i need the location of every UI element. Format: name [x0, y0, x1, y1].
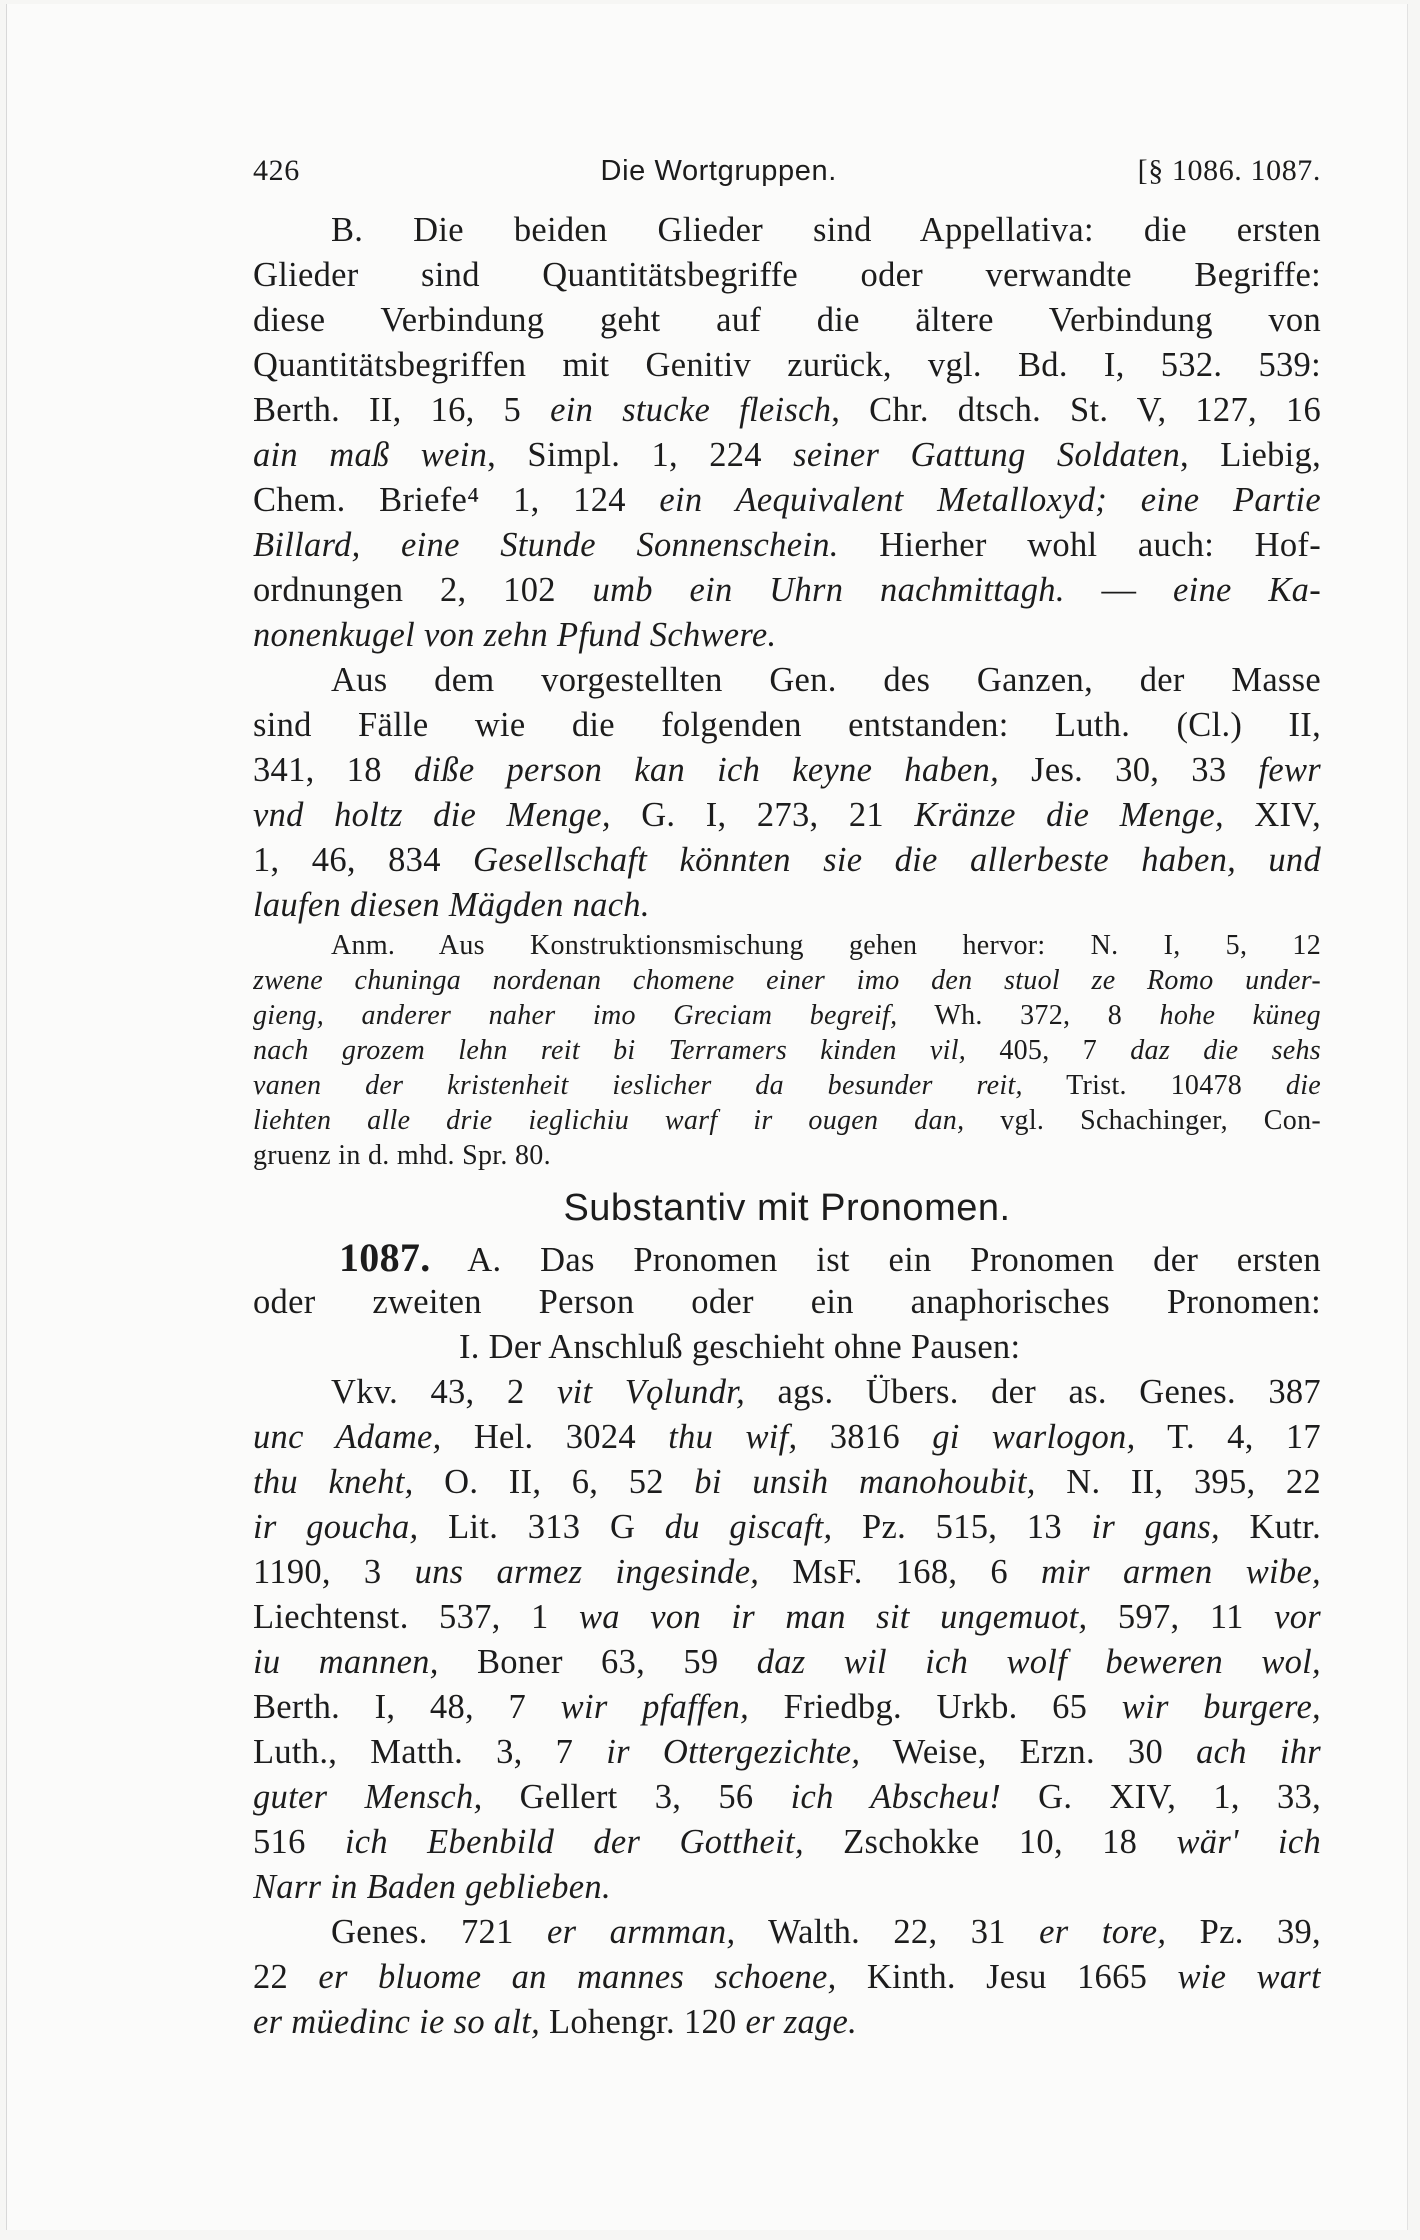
italic-quote: gieng, anderer naher imo Greciam begreif,: [253, 1000, 898, 1031]
italic-quote: Gesellschaft könnten sie die allerbeste haben, und: [473, 841, 1321, 879]
italic-quote: guter Mensch,: [253, 1778, 483, 1816]
text-line: gruenz in d. mhd. Spr. 80.: [253, 1140, 551, 1171]
italic-quote: vnd holtz die Menge,: [253, 796, 611, 834]
italic-quote: er müedinc ie so alt,: [253, 2003, 541, 2041]
italic-quote: ein stucke fleisch: [550, 391, 832, 429]
text-line: Chem. Briefe⁴ 1, 124 ein Aequivalent Metalloxyd; eine Partie: [253, 481, 1321, 519]
italic-quote: thu kneht,: [253, 1463, 414, 1501]
text-line: iu mannen, Boner 63, 59 daz wil ich wolf beweren wol,: [253, 1643, 1321, 1681]
italic-quote: umb ein Uhrn nachmittagh.: [592, 571, 1065, 609]
text-line: ain maß wein, Simpl. 1, 224 seiner Gattung Soldaten, Liebig,: [253, 436, 1321, 474]
text-line: 1, 46, 834 Gesellschaft könnten sie die allerbeste haben, und: [253, 841, 1321, 879]
text-line: diese Verbindung geht auf die ältere Verbindung von: [253, 301, 1321, 339]
italic-quote: ir goucha,: [253, 1508, 419, 1546]
italic-quote: wir burgere,: [1121, 1688, 1321, 1726]
italic-quote: ain maß wein: [253, 436, 488, 474]
italic-quote: uns armez ingesinde,: [414, 1553, 760, 1591]
italic-quote: vanen der kristenheit ieslicher da besunder reit,: [253, 1070, 1023, 1101]
running-header: [253, 154, 1321, 208]
section-heading: Substantiv mit Pronomen.: [563, 1187, 1011, 1229]
italic-quote: liehten alle drie ieglichiu warf ir ougen dan,: [253, 1105, 965, 1136]
text-line: nach grozem lehn reit bi Terramers kinden vil, 405, 7 daz die sehs: [253, 1035, 1321, 1066]
text-line: unc Adame, Hel. 3024 thu wif, 3816 gi warlogon, T. 4, 17: [253, 1418, 1321, 1456]
text-line: liehten alle drie ieglichiu warf ir ougen dan, vgl. Schachinger, Con-: [253, 1105, 1321, 1136]
italic-quote: ich Abscheu!: [790, 1778, 1001, 1816]
text-line: vanen der kristenheit ieslicher da besunder reit, Trist. 10478 die: [253, 1070, 1321, 1101]
italic-quote: unc Adame,: [253, 1418, 442, 1456]
italic-quote: fewr: [1258, 751, 1321, 789]
text-line: Quantitätsbegriffen mit Genitiv zurück, vgl. Bd. I, 532. 539:: [253, 346, 1321, 384]
italic-quote: Billard, eine Stunde Sonnenschein.: [253, 526, 839, 564]
italic-quote: nach grozem lehn reit bi Terramers kinden vil,: [253, 1035, 967, 1066]
text-line: [253, 613, 1321, 658]
text-line: 516 ich Ebenbild der Gottheit, Zschokke 10, 18 wär' ich: [253, 1823, 1321, 1861]
italic-quote: ach ihr: [1196, 1733, 1321, 1771]
italic-quote: wie wart: [1177, 1958, 1321, 1996]
italic-quote: Narr in Baden geblieben.: [253, 1868, 611, 1906]
text-line: 1190, 3 uns armez ingesinde, MsF. 168, 6 mir armen wibe,: [253, 1553, 1321, 1591]
text-line: [253, 883, 1321, 928]
italic-quote: ein Aequivalent Metalloxyd; eine Partie: [659, 481, 1321, 519]
paragraph-number: 1087.: [339, 1235, 431, 1280]
text-line: Aus dem vorgestellten Gen. des Ganzen, der Masse: [331, 661, 1321, 699]
italic-quote: er bluome an mannes schoene,: [318, 1958, 837, 1996]
italic-quote: er tore,: [1039, 1913, 1167, 1951]
text-line: sind Fälle wie die folgenden entstanden: Luth. (Cl.) II,: [253, 706, 1321, 744]
text-line: Luth., Matth. 3, 7 ir Ottergezichte, Weise, Erzn. 30 ach ihr: [253, 1733, 1321, 1771]
italic-quote: laufen diesen Mägden nach.: [253, 886, 650, 924]
text-line: 341, 18 diße person kan ich keyne haben, Jes. 30, 33 fewr: [253, 751, 1321, 789]
text-line: guter Mensch, Gellert 3, 56 ich Abscheu! G. XIV, 1, 33,: [253, 1778, 1321, 1816]
italic-quote: eine Ka-: [1172, 571, 1321, 609]
paragraph-genes: [253, 1910, 1321, 2045]
text-line: Vkv. 43, 2 vit Vǫlundr, ags. Übers. der as. Genes. 387: [331, 1373, 1321, 1411]
italic-quote: thu wif,: [668, 1418, 798, 1456]
section-reference: [§ 1086. 1087.: [1137, 154, 1321, 187]
book-page: [6, 4, 1408, 2230]
italic-quote: bi unsih manohoubit,: [694, 1463, 1036, 1501]
paragraph-1087: [253, 1235, 1321, 1370]
italic-quote: er zage.: [745, 2003, 858, 2041]
italic-quote: wär' ich: [1176, 1823, 1321, 1861]
text-line: er müedinc ie so alt, Lohengr. 120 er zage.: [253, 2003, 858, 2041]
page-number: 426: [253, 154, 300, 187]
italic-quote: Kränze die Menge,: [914, 796, 1224, 834]
italic-quote: vit Vǫlundr,: [556, 1373, 746, 1411]
text-line: B. Die beiden Glieder sind Appellativa: die ersten: [331, 211, 1321, 249]
italic-quote: daz die sehs: [1130, 1035, 1321, 1066]
paragraph-genitive: [253, 658, 1321, 928]
page-content: [253, 154, 1321, 2045]
annotation-note: [253, 928, 1321, 1173]
text-line: Berth. II, 16, 5 ein stucke fleisch, Chr. dtsch. St. V, 127, 16: [253, 391, 1321, 429]
italic-quote: ir gans,: [1091, 1508, 1220, 1546]
text-line: Genes. 721 er armman, Walth. 22, 31 er tore, Pz. 39,: [331, 1913, 1321, 1951]
italic-quote: er armman,: [546, 1913, 736, 1951]
text-line: ir goucha, Lit. 313 G du giscaft, Pz. 515, 13 ir gans, Kutr.: [253, 1508, 1321, 1546]
italic-quote: wa von ir man sit ungemuot,: [579, 1598, 1088, 1636]
text-line: Berth. I, 48, 7 wir pfaffen, Friedbg. Urkb. 65 wir burgere,: [253, 1688, 1321, 1726]
italic-quote: ich Ebenbild der Gottheit,: [344, 1823, 804, 1861]
italic-quote: die: [1285, 1070, 1321, 1101]
italic-quote: iu mannen,: [253, 1643, 439, 1681]
text-line: Liechtenst. 537, 1 wa von ir man sit ungemuot, 597, 11 vor: [253, 1598, 1321, 1636]
text-line: thu kneht, O. II, 6, 52 bi unsih manohoubit, N. II, 395, 22: [253, 1463, 1321, 1501]
text-line: 22 er bluome an mannes schoene, Kinth. Jesu 1665 wie wart: [253, 1958, 1321, 1996]
italic-quote: ir Ottergezichte,: [606, 1733, 861, 1771]
text-line: Billard, eine Stunde Sonnenschein. Hierher wohl auch: Hof-: [253, 526, 1321, 564]
text-line: [253, 1865, 1321, 1910]
italic-quote: hohe küneg: [1159, 1000, 1321, 1031]
text-line: vnd holtz die Menge, G. I, 273, 21 Kränze die Menge, XIV,: [253, 796, 1321, 834]
italic-quote: seiner Gattung Soldaten: [793, 436, 1181, 474]
paragraph-b: [253, 208, 1321, 658]
italic-quote: du giscaft,: [664, 1508, 833, 1546]
italic-quote: mir armen wibe,: [1041, 1553, 1321, 1591]
text-line: Anm. Aus Konstruktionsmischung gehen hervor: N. I, 5, 12: [331, 930, 1321, 961]
paragraph-first-line: [253, 1235, 1321, 1280]
subheading: I. Der Anschluß geschieht ohne Pausen:: [459, 1328, 1021, 1366]
italic-quote: wir pfaffen,: [560, 1688, 750, 1726]
italic-quote: zwene chuninga nordenan chomene einer imo den stuol ze Romo under-: [253, 965, 1321, 996]
italic-quote: daz wil ich wolf beweren wol,: [756, 1643, 1321, 1681]
text-line: gieng, anderer naher imo Greciam begreif, Wh. 372, 8 hohe küneg: [253, 1000, 1321, 1031]
text-line: Glieder sind Quantitätsbegriffe oder verwandte Begriffe:: [253, 256, 1321, 294]
italic-quote: diße person kan ich keyne haben,: [413, 751, 1000, 789]
italic-quote: vor: [1274, 1598, 1321, 1636]
text-line: oder zweiten Person oder ein anaphorisches Pronomen:: [253, 1283, 1321, 1321]
text-span: A. Das Pronomen ist ein Pronomen der ersten: [467, 1241, 1321, 1279]
text-line: ordnungen 2, 102 umb ein Uhrn nachmittagh. — eine Ka-: [253, 571, 1321, 609]
italic-quote: gi warlogon,: [932, 1418, 1136, 1456]
running-title: Die Wortgruppen.: [600, 155, 837, 187]
paragraph-examples: [253, 1370, 1321, 1910]
italic-quote: nonenkugel von zehn Pfund Schwere.: [253, 616, 777, 654]
text-line: [253, 963, 1321, 998]
